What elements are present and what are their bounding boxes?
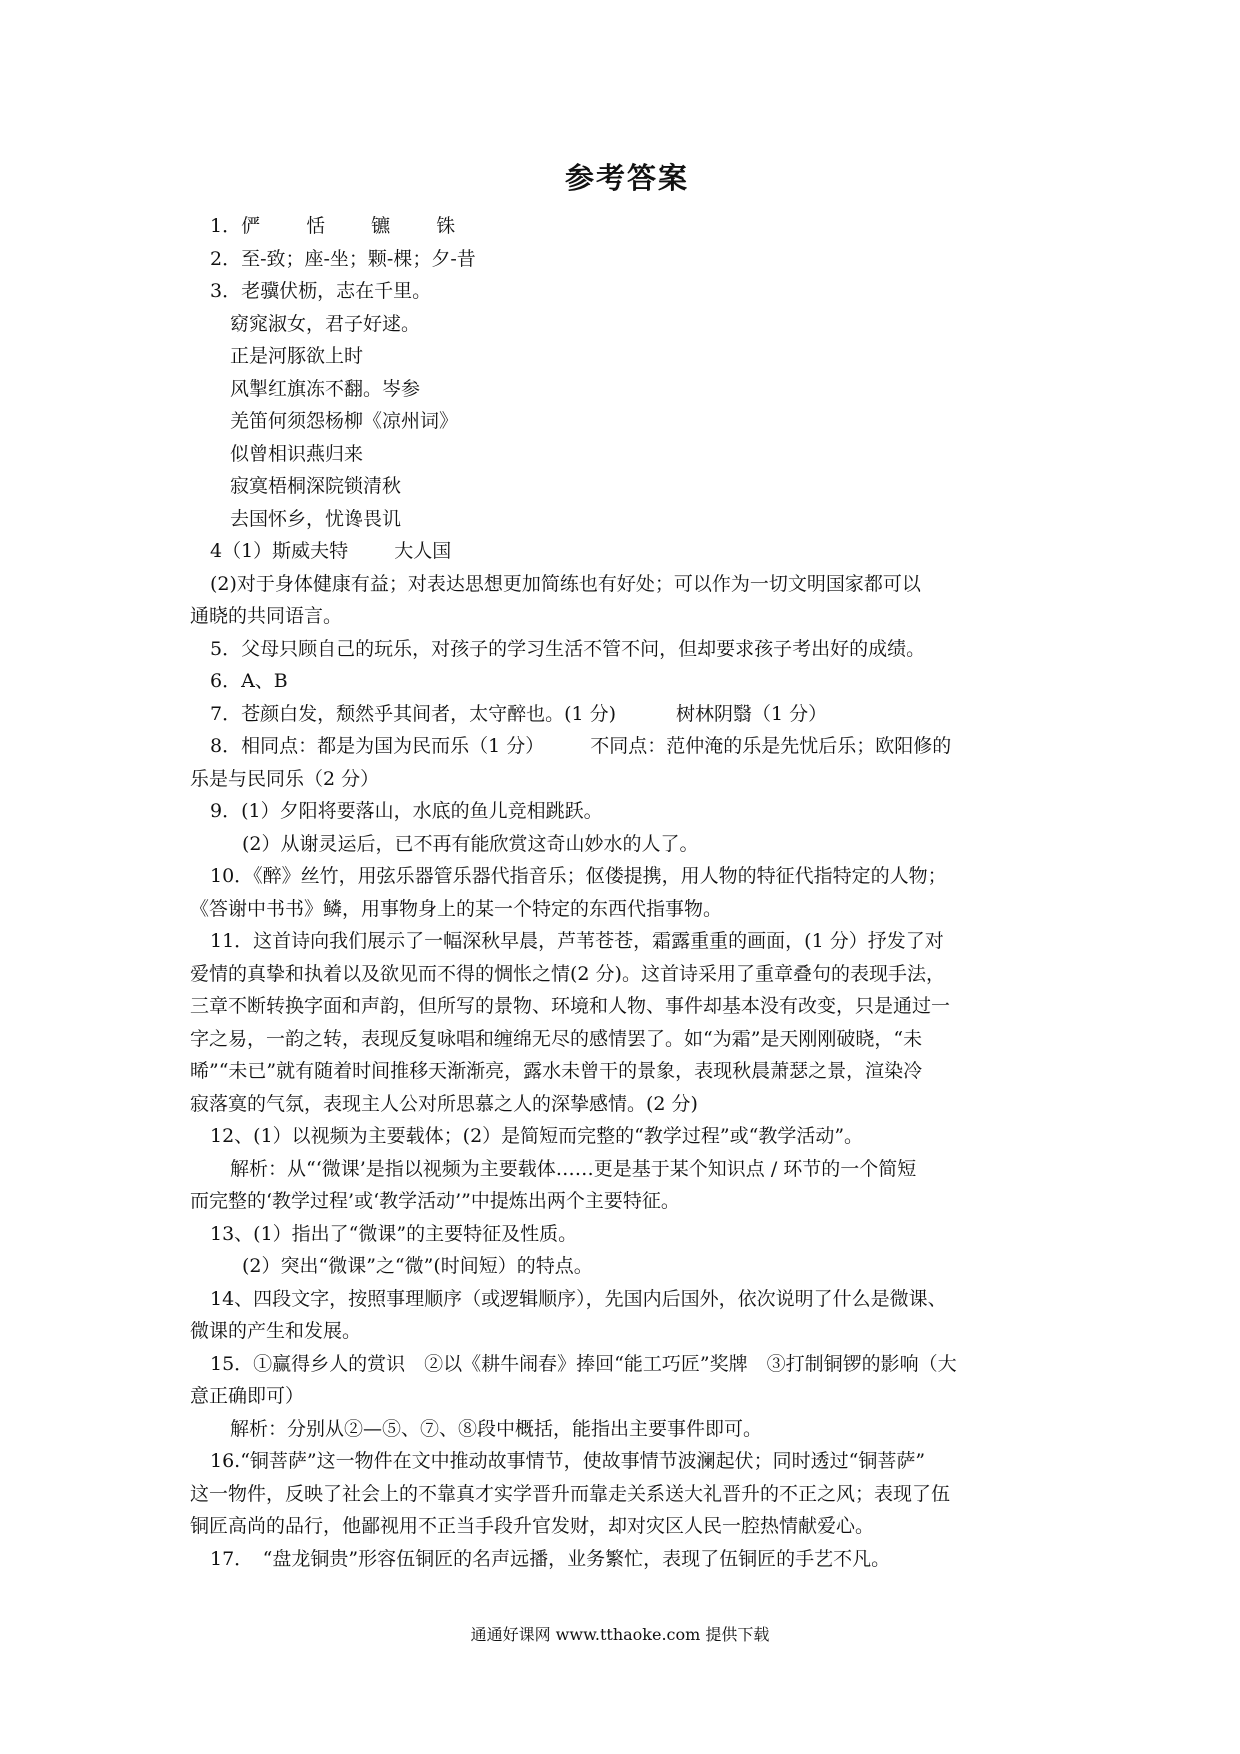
answer-line-16: 7．苍颜白发，颓然乎其间者，太守醉也。(1 分) 树林阴翳（1 分） bbox=[210, 702, 828, 725]
answer-line-33: (2）突出“微课”之“微”(时间短）的特点。 bbox=[242, 1255, 593, 1277]
answer-line-4: 窈窕淑女，君子好逑。 bbox=[230, 312, 421, 335]
answer-line-21: 10．《醉》丝竹，用弦乐器管乐器代指音乐；伛偻提携，用人物的特征代指特定的人物； bbox=[210, 865, 947, 887]
answer-content bbox=[190, 158, 1064, 1575]
answer-line-17: 8．相同点：都是为国为民而乐（1 分） 不同点：范仲淹的乐是先忧后乐；欧阳修的 bbox=[210, 735, 952, 757]
answer-line-40: 这一物件，反映了社会上的不靠真才实学晋升而靠走关系送大礼晋升的不正之风；表现了伍 bbox=[190, 1482, 951, 1505]
answer-line-32: 13、(1）指出了“微课”的主要特征及性质。 bbox=[210, 1222, 578, 1245]
answer-line-23: 11．这首诗向我们展示了一幅深秋早晨，芦苇苍苍，霜露重重的画面，(1 分）抒发了对 bbox=[210, 930, 944, 952]
answer-line-41: 铜匠高尚的品行，他鄙视用不正当手段升官发财，却对灾区人民一腔热情献爱心。 bbox=[190, 1515, 875, 1537]
answer-line-15: 6．A、B bbox=[210, 670, 288, 692]
answer-line-34: 14、四段文字，按照事理顺序（或逻辑顺序），先国内后国外，依次说明了什么是微课、 bbox=[210, 1287, 947, 1310]
answer-line-31: 而完整的‘教学过程’或‘教学活动’”中提炼出两个主要特征。 bbox=[190, 1190, 680, 1212]
answer-line-30: 解析：从“‘微课’是指以视频为主要载体……更是基于某个知识点 / 环节的一个简短 bbox=[230, 1157, 917, 1180]
answer-line-11: 4（1）斯威夫特 大人国 bbox=[210, 540, 452, 562]
answer-line-3: 3．老骥伏枥，志在千里。 bbox=[210, 280, 432, 302]
answer-line-29: 12、(1）以视频为主要载体；(2）是简短而完整的“教学过程”或“教学活动”。 bbox=[210, 1125, 864, 1147]
answer-line-22: 《答谢中书书》鳞，用事物身上的某一个特定的东西代指事物。 bbox=[190, 897, 723, 920]
answer-line-37: 意正确即可） bbox=[190, 1385, 305, 1407]
answer-line-25: 三章不断转换字面和声韵，但所写的景物、环境和人物、事件却基本没有改变，只是通过一 bbox=[190, 995, 951, 1017]
answer-line-39: 16.“铜菩萨”这一物件在文中推动故事情节，使故事情节波澜起伏；同时透过“铜菩萨” bbox=[210, 1450, 926, 1472]
answer-line-28: 寂落寞的气氛，表现主人公对所思慕之人的深挚感情。(2 分) bbox=[190, 1092, 698, 1115]
answer-line-38: 解析：分别从②—⑤、⑦、⑧段中概括，能指出主要事件即可。 bbox=[230, 1417, 763, 1440]
answer-line-6: 风掣红旗冻不翻。岑参 bbox=[230, 377, 421, 400]
answer-line-5: 正是河豚欲上时 bbox=[230, 345, 364, 367]
page-footer: 通通好课网 www.tthaoke.com 提供下载 bbox=[470, 1625, 770, 1644]
answer-line-19: 9．(1）夕阳将要落山，水底的鱼儿竞相跳跃。 bbox=[210, 800, 603, 822]
answer-line-10: 去国怀乡，忧谗畏讥 bbox=[230, 507, 402, 530]
answer-line-9: 寂寞梧桐深院锁清秋 bbox=[230, 475, 402, 497]
answer-line-7: 羌笛何须怨杨柳《凉州词》 bbox=[230, 410, 459, 432]
answer-line-8: 似曾相识燕归来 bbox=[230, 442, 364, 465]
answer-line-42: 17． “盘龙铜贵”形容伍铜匠的名声远播，业务繁忙，表现了伍铜匠的手艺不凡。 bbox=[210, 1547, 891, 1570]
answer-line-26: 字之易，一韵之转，表现反复咏唱和缠绵无尽的感情罢了。如“为霜”是天刚刚破晓，“未 bbox=[190, 1027, 923, 1050]
answer-line-24: 爱情的真挚和执着以及欲见而不得的惆怅之情(2 分)。这首诗采用了重章叠句的表现手法， bbox=[190, 962, 945, 985]
answer-line-13: 通晓的共同语言。 bbox=[190, 605, 343, 627]
answer-line-35: 微课的产生和发展。 bbox=[190, 1320, 362, 1342]
answer-line-20: (2）从谢灵运后，已不再有能欣赏这奇山妙水的人了。 bbox=[242, 832, 699, 855]
answer-line-1: 1．俨 恬 镳 铢 bbox=[210, 215, 456, 237]
answer-line-14: 5．父母只顾自己的玩乐，对孩子的学习生活不管不问，但却要求孩子考出好的成绩。 bbox=[210, 637, 926, 660]
answer-line-27: 晞”“未已”就有随着时间推移天渐渐亮，露水未曾干的景象，表现秋晨萧瑟之景，渲染冷 bbox=[190, 1060, 923, 1082]
answer-line-12: (2)对于身体健康有益；对表达思想更加简练也有好处；可以作为一切文明国家都可以 bbox=[210, 572, 921, 595]
page-title: 参考答案 bbox=[564, 161, 689, 195]
answer-line-36: 15．①赢得乡人的赏识 ②以《耕牛闹春》捧回“能工巧匠”奖牌 ③打制铜锣的影响（大 bbox=[210, 1352, 957, 1375]
answer-line-18: 乐是与民同乐（2 分） bbox=[190, 767, 380, 790]
answer-line-2: 2．至-致；座-坐；颗-棵；夕-昔 bbox=[210, 247, 476, 270]
